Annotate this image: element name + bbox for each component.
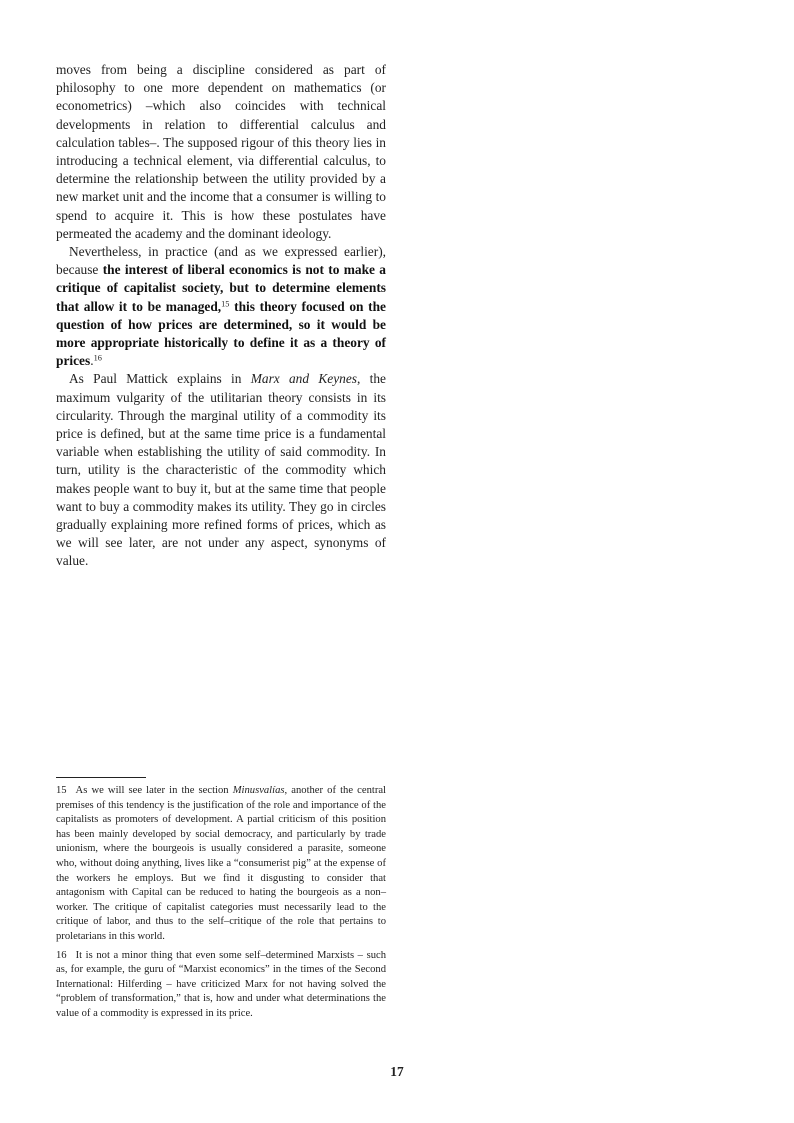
footnote-lead: As we will see later in the section	[75, 785, 233, 796]
emphasis-liberal-economics: the interest of liberal economics is not to make a critique of capitalist society, but to determine elements that allow it to be managed,	[56, 262, 386, 314]
footnote-separator	[56, 777, 146, 778]
paragraph-lead: Nevertheless, in practice (and as we expressed earlier), because	[56, 244, 386, 278]
paragraph-lead: As Paul Mattick explains in	[69, 371, 251, 387]
body-text	[56, 61, 386, 571]
footnote-15	[56, 784, 386, 945]
emphasis-theory-of-prices: this theory focused on the question of how prices are determined, so it would be more appropriate historically to define it as a theory of prices	[56, 298, 386, 369]
footnote-number: 16	[56, 949, 67, 961]
footnote-text: It is not a minor thing that even some self–determined Marxists – such as, for example, the guru of “Marxist economics” in the times of the Second International: Hilferding – have criticized Marx for not having solved the “problem of transformation,” that is, how and under what determinations the value of a commodity is expressed in its price.	[56, 949, 386, 1019]
footnote-rest: , another of the central premises of this tendency is the justification of the role and importance of the capitalists as promoters of development. A partial criticism of this position has been mainly developed by social democracy, and particularly by trade unionism, where the bourgeois is usually considered a parasite, someone who, without doing anything, lives like a “consumerist pig” at the expense of the workers he employs. But we find it disgusting to consider that antagonism with Capital can be reduced to hating the bourgeois as a non–worker. The critique of capitalist categories must necessarily lead to the critique of labor, and thus to the self–critique of the role that pertains to proletarians in this world.	[56, 785, 387, 942]
footnotes	[56, 784, 386, 1026]
paragraph-continued: moves from being a discipline considered as part of philosophy to one more dependent on mathematics (or econometrics) –which also coincides with technical developments in relation to differential calculus and calculation tables–. The supposed rigour of this theory lies in introducing a technical element, via differential calculus, to determine the relationship between the utility provided by a new market unit and the income that a consumer is willing to spend to acquire it. This is how these postulates have permeated the academy and the dominant ideology.	[56, 62, 386, 241]
footnote-ref-15[interactable]: 15	[221, 299, 230, 309]
footnote-number: 15	[56, 785, 67, 796]
footnote-ref-16[interactable]: 16	[93, 353, 102, 363]
page-number: 17	[390, 1064, 404, 1079]
paragraph-rest: , the maximum vulgarity of the utilitarian theory consists in its circularity. Through the marginal utility of a commodity its price is defined, but at the same time price is a fundamental variable when establishing the utility of said commodity. In turn, utility is the characteristic of the commodity which makes people want to buy it, but at the same time that people want to buy a commodity makes its utility. They go in circles gradually explaining more refined forms of prices, which as we will see later, are not under any aspect, synonyms of value.	[56, 371, 386, 569]
paragraph-prices-theory	[56, 243, 386, 370]
paragraph-mattick	[56, 370, 386, 570]
book-title: Marx and Keynes	[250, 371, 358, 387]
section-title: Minusvalías	[232, 785, 285, 796]
footnote-16	[56, 949, 386, 1022]
sentence-end: .	[90, 353, 94, 369]
